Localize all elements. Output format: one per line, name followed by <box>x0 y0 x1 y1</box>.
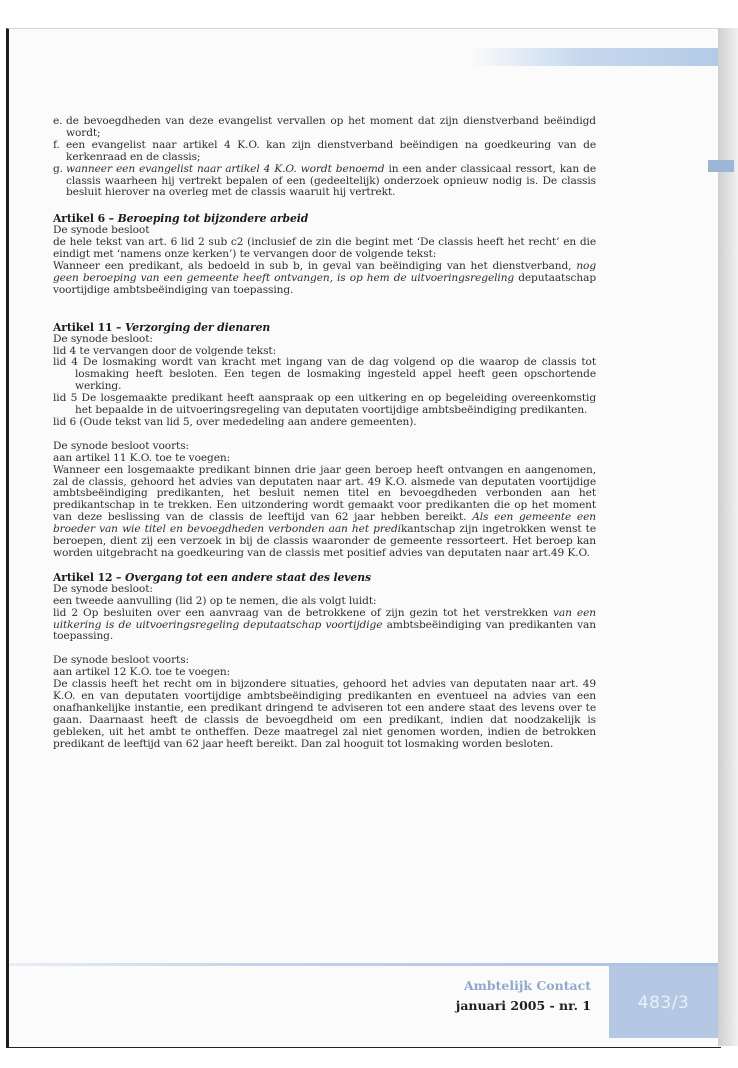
instruction-line: aan artikel 12 K.O. toe te voegen: <box>53 666 231 679</box>
list-item-text: de bevoegdheden van deze evangelist vervallen op het moment dat zijn dienstverband beëindigd wordt; <box>66 115 596 139</box>
publication-name: Ambtelijk Contact <box>463 978 591 993</box>
header-accent-band <box>470 48 718 66</box>
page-number: 483/3 <box>637 993 690 1013</box>
list-item <box>53 140 596 164</box>
lid-2-paragraph: lid 2 Op besluiten over een aanvraag van de betrokkene of zijn gezin tot het verstrekken van een uitkering is de uitvoeringsregeling deputaatschap voortijdige ambtsbeëindiging van predikanten van toepassing. <box>53 606 596 643</box>
list-item-text: een evangelist naar artikel 4 K.O. kan zijn dienstverband beëindigen na goedkeuring van de kerkenraad en de classis; <box>66 138 596 163</box>
added-text-paragraph: Wanneer een losgemaakte predikant binnen drie jaar geen beroep heeft ontvangen en aangenomen, zal de classis, gehoord het advies van deputaten naar art. 49 K.O. alsmede van deputaten voortijdige ambtsbeëindiging predikanten, het besluit nemen titel en bevoegdheden verbonden aan het predikantschap in te trekken. Een uitzondering wordt gemaakt voor predikanten die op het moment van deze beslissing van de classis de leeftijd van 62 jaar hebben bereikt. Als een gemeente een broeder van wie titel en bevoegdheden verbonden aan het predikantschap zijn ingetrokken wenst te beroepen, dient zij een verzoek in bij de classis waaronder de gemeente ressorteert. Het beroep kan worden uitgebracht na goedkeuring van de classis met positief advies van deputaten naar art.49 K.O. <box>53 463 596 559</box>
instruction-paragraph: de hele tekst van art. 6 lid 2 sub c2 (inclusief de zin die begint met ‘De classis heeft het recht’ en die eindigt met ‘namens onze kerken’) te vervangen door de volgende tekst: <box>53 236 596 261</box>
issue-date: januari 2005 - nr. 1 <box>455 998 591 1013</box>
decision-line: De synode besloot <box>53 224 150 237</box>
page-edge-shadow <box>718 28 738 1046</box>
instruction-line: een tweede aanvulling (lid 2) op te nemen, die als volgt luidt: <box>53 594 377 607</box>
decision-line: De synode besloot voorts: <box>53 654 189 667</box>
added-text-paragraph: De classis heeft het recht om in bijzondere situaties, gehoord het advies van deputaten naar art. 49 K.O. en van deputaten voortijdige ambtsbeëindiging predikanten en eventueel na advies van een onafhankelijke instantie, een predikant dringend te adviseren tot een andere staat des levens over te gaan. Daarnaast heeft de classis de bevoegdheid om een predikant, indien dat noodzakelijk is gebleken, uit het ambt te ontheffen. Deze maatregel zal niet genomen worden, indien de betrokken predikant de leeftijd van 62 jaar heeft bereikt. Dan zal hooguit tot losmaking worden besloten. <box>53 678 596 750</box>
list-marker: e. <box>53 115 63 127</box>
article-body <box>53 116 596 751</box>
list-marker: f. <box>53 138 60 151</box>
lid-4-paragraph: lid 4 De losmaking wordt van kracht met ingang van de dag volgend op die waarop de classis tot losmaking heeft besloten. Een tegen de losmaking ingesteld appel heeft geen opschortende werking. <box>53 356 596 393</box>
section-heading-artikel-11: Artikel 11 – Verzorging der dienaren <box>53 320 271 334</box>
list-item <box>53 116 596 140</box>
side-index-tab <box>708 160 734 172</box>
section-heading-artikel-12: Artikel 12 – Overgang tot een andere staat des levens <box>53 570 371 584</box>
lid-6-paragraph: lid 6 (Oude tekst van lid 5, over mededeling aan andere gemeenten). <box>53 415 417 428</box>
new-text-paragraph: Wanneer een predikant, als bedoeld in sub b, in geval van beëindiging van het dienstverband, nog geen beroeping van een gemeente heeft ontvangen, is op hem de uitvoeringsregeling deputaatschap voortijdige ambtsbeëindiging van toepassing. <box>53 259 596 296</box>
list-item <box>53 164 596 200</box>
lid-5-paragraph: lid 5 De losgemaakte predikant heeft aanspraak op een uitkering en op begeleiding overeenkomstig het bepaalde in de uitvoeringsregeling van deputaten voortijdige ambtsbeëindiging predikanten. <box>53 392 596 417</box>
decision-line: De synode besloot voorts: <box>53 439 189 452</box>
section-heading-artikel-6: Artikel 6 – Beroeping tot bijzondere arbeid <box>53 212 309 226</box>
list-item-text: in een ander classicaal ressort, kan de classis waarheen hij vertrekt bepalen of een (gedeeltelijk) onderzoek opnieuw nodig is. De classis besluit hierover na overleg met de classis waaruit hij vertrekt. <box>66 162 597 199</box>
decision-line: De synode besloot: <box>53 332 153 345</box>
decision-line: De synode besloot: <box>53 582 153 595</box>
list-item-italic-text: wanneer een evangelist naar artikel 4 K.O. wordt benoemd <box>66 162 385 175</box>
list-marker: g. <box>53 162 63 175</box>
instruction-line: aan artikel 11 K.O. toe te voegen: <box>53 451 231 464</box>
instruction-line: lid 4 te vervangen door de volgende tekst: <box>53 344 277 357</box>
